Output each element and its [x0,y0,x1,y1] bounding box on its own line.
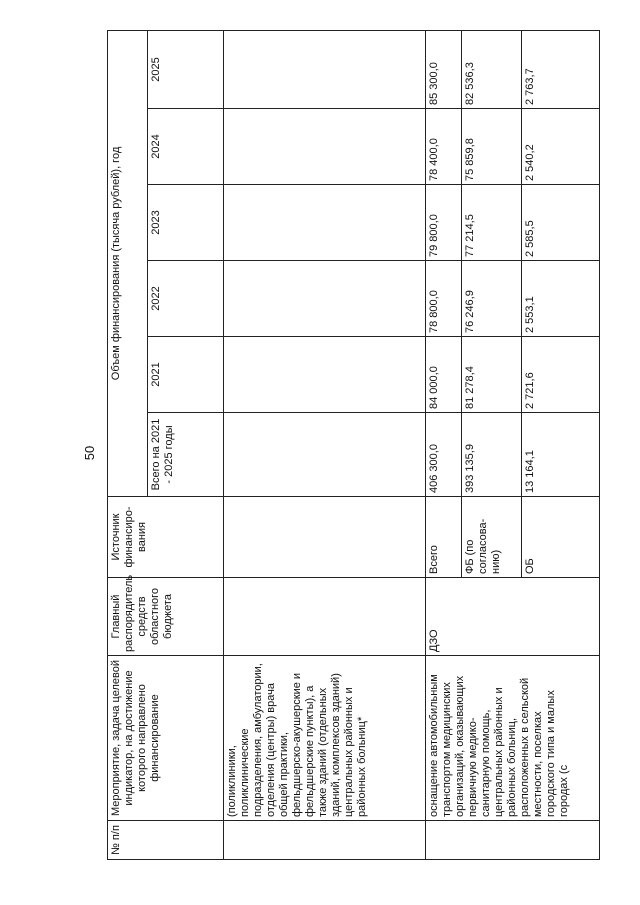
header-row-1 [108,30,148,859]
source-cell: ФБ (по согласова-нию) [462,497,522,578]
table-row [426,30,462,859]
header-2021: 2021 [148,337,224,413]
header-2024: 2024 [148,109,224,185]
header-measure: Мероприятие, задача целевой индикатор, на достижение которого направлено финансирование [108,656,224,821]
header-num: № п/п [108,821,224,860]
header-volume: Объем финансирования (тысяча рублей), год [108,30,148,496]
continuation-measure: (поликлиники, поликлинические подразделения, амбулатории, отделения (центры) врача общей практики, фельдшерско-акушерские и фельдшерские пункты), а также зданий (отдельных зданий, комплексов зданий) центральных районных и районных больниц* [224,656,426,821]
value-2022: 76 246,9 [462,261,522,337]
continuation-source [224,497,426,578]
value-2021: 84 000,0 [426,337,462,413]
value-2025: 85 300,0 [426,30,462,108]
value-2022: 78 800,0 [426,261,462,337]
value-2024: 78 400,0 [426,109,462,185]
value-2023: 79 800,0 [426,185,462,261]
value-2021: 81 278,4 [462,337,522,413]
rotated-table-wrapper [107,31,599,860]
value-2025: 2 763,7 [522,30,600,108]
continuation-num [224,821,426,860]
continuation-manager [224,578,426,656]
value-total: 393 135,9 [462,413,522,497]
value-2022: 2 553,1 [522,261,600,337]
page-number: 50 [82,445,97,461]
value-total: 13 164,1 [522,413,600,497]
value-total: 406 300,0 [426,413,462,497]
value-2023: 2 585,5 [522,185,600,261]
continuation-row [224,30,426,859]
value-2024: 2 540,2 [522,109,600,185]
row-measure: оснащение автомобильным транспортом медицинских организаций, оказывающих первичную медико-санитарную помощь, центральных районных и районных больниц, расположенных в сельской местности, поселках городского типа и малых городах (с [426,656,600,821]
financing-table [107,30,600,860]
source-cell: Всего [426,497,462,578]
header-manager: Главный распорядитель средств областного бюджета [108,578,224,656]
value-2025: 82 536,3 [462,30,522,108]
value-2021: 2 721,6 [522,337,600,413]
header-total: Всего на 2021 - 2025 годы [148,413,224,497]
header-2023: 2023 [148,185,224,261]
value-2024: 75 859,8 [462,109,522,185]
value-2023: 77 214,5 [462,185,522,261]
header-source: Источник финансиро-вания [108,497,224,578]
row-manager: ДЗО [426,578,600,656]
header-2022: 2022 [148,261,224,337]
row-num [426,821,600,860]
source-cell: ОБ [522,497,600,578]
header-2025: 2025 [148,30,224,108]
